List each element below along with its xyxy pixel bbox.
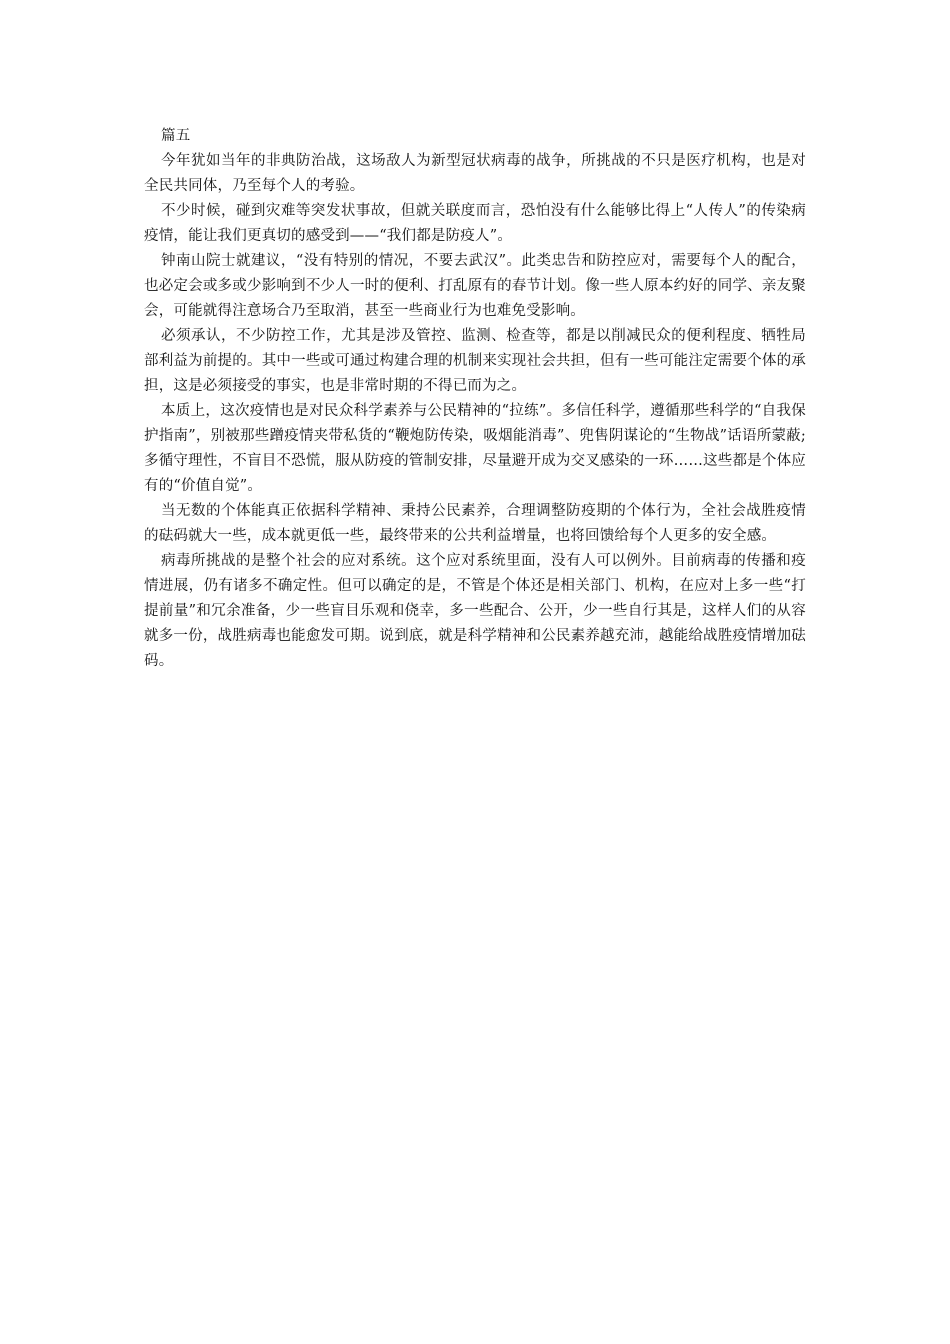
paragraph-6: 当无数的个体能真正依据科学精神、秉持公民素养，合理调整防疫期的个体行为，全社会战胜疫情的砝码就大一些，成本就更低一些，最终带来的公共利益增量，也将回馈给每个人更多的安全感。	[144, 503, 806, 544]
paragraph-1: 今年犹如当年的非典防治战，这场敌人为新型冠状病毒的战争，所挑战的不只是医疗机构，也是对全民共同体，乃至每个人的考验。	[144, 153, 806, 194]
section-title: 篇五	[161, 128, 191, 144]
paragraph-3: 钟南山院士就建议，“没有特别的情况，不要去武汉”。此类忠告和防控应对，需要每个人的配合，也必定会或多或少影响到不少人一时的便利、打乱原有的春节计划。像一些人原本约好的同学、亲友聚会，可能就得注意场合乃至取消，甚至一些商业行为也难免受影响。	[144, 253, 806, 319]
article-body	[144, 124, 806, 674]
paragraph-2: 不少时候，碰到灾难等突发状事故，但就关联度而言，恐怕没有什么能够比得上“人传人”的传染病疫情，能让我们更真切的感受到——“我们都是防疫人”。	[144, 203, 806, 244]
paragraph-7: 病毒所挑战的是整个社会的应对系统。这个应对系统里面，没有人可以例外。目前病毒的传播和疫情进展，仍有诸多不确定性。但可以确定的是，不管是个体还是相关部门、机构，在应对上多一些“打提前量”和冗余准备，少一些盲目乐观和侥幸，多一些配合、公开，少一些自行其是，这样人们的从容就多一份，战胜病毒也能愈发可期。说到底，就是科学精神和公民素养越充沛，越能给战胜疫情增加砝码。	[144, 553, 806, 669]
paragraph-5: 本质上，这次疫情也是对民众科学素养与公民精神的“拉练”。多信任科学，遵循那些科学的“自我保护指南”，别被那些蹭疫情夹带私货的“鞭炮防传染，吸烟能消毒”、兜售阴谋论的“生物战”话语所蒙蔽;多循守理性，不盲目不恐慌，服从防疫的管制安排，尽量避开成为交叉感染的一环……这些都是个体应有的“价值自觉”。	[144, 403, 806, 494]
paragraph-4: 必须承认，不少防控工作，尤其是涉及管控、监测、检查等，都是以削减民众的便利程度、牺牲局部利益为前提的。其中一些或可通过构建合理的机制来实现社会共担，但有一些可能注定需要个体的承担，这是必须接受的事实，也是非常时期的不得已而为之。	[144, 328, 806, 394]
